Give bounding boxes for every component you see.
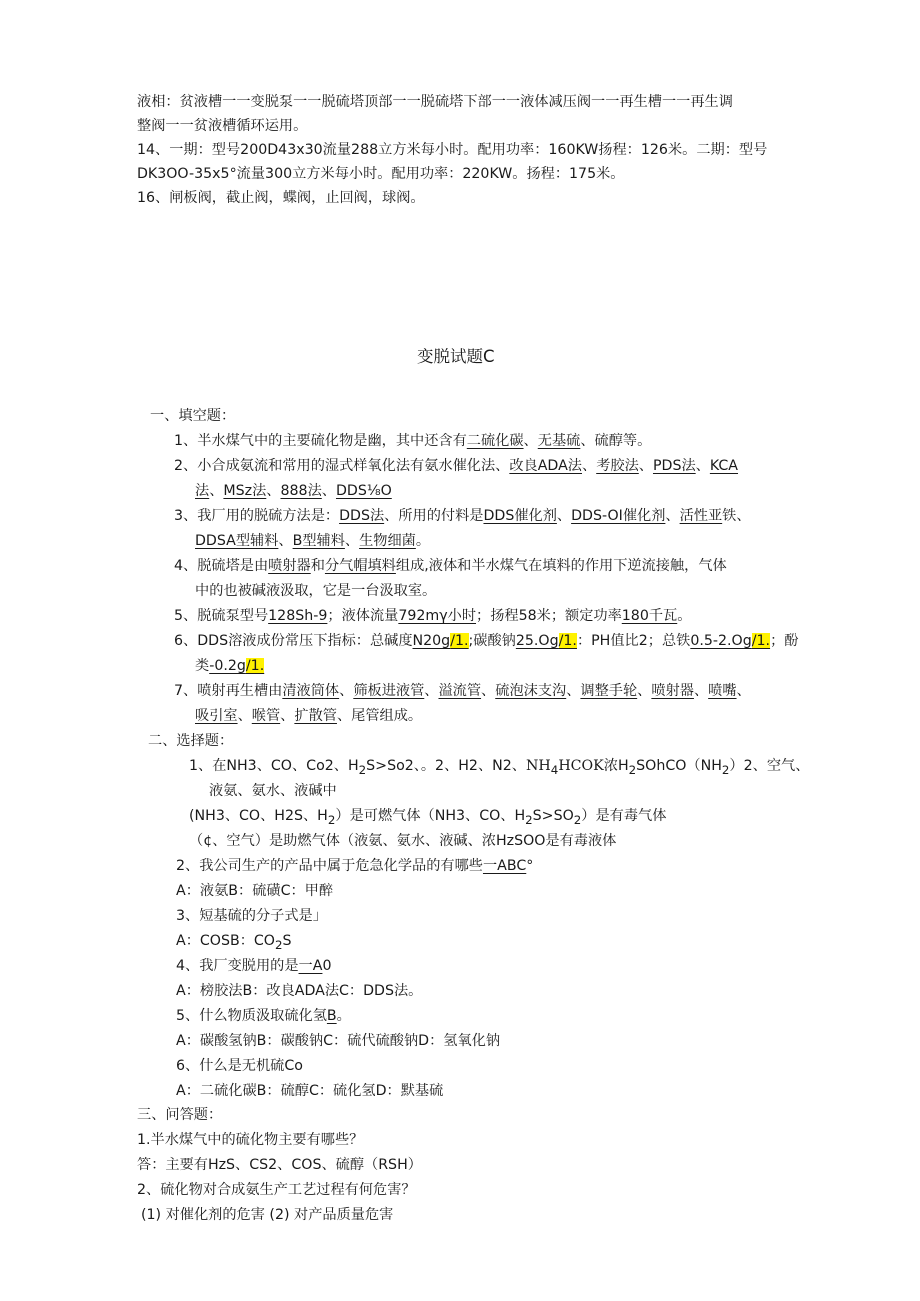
page-title: 变脱试题C	[417, 347, 495, 366]
choice-q4-options: A：榜胶法B：改良ADA法C：DDS法。	[176, 983, 423, 999]
choice-q2-options: A：液氨B：硫磺C：甲醉	[176, 883, 334, 899]
choice-q2: 2、我公司生产的产品中属于危急化学品的有哪些一ABC°	[176, 858, 534, 874]
choice-q3-options: A：COSB：$CO_2S$	[176, 933, 292, 952]
qa-a1: 答：主要有HzS、CS2、COS、硫醇（RSH）	[137, 1157, 422, 1173]
fill-q7-line2: 吸引室、喉管、扩散管、尾管组成。	[195, 708, 423, 724]
choice-q5-options: A：碳酸氢钠B：碳酸钠C：硫代硫酸钠D：氢氧化钠	[176, 1033, 501, 1049]
choice-q1-line2: 液氨、氨水、液碱中	[209, 783, 337, 799]
section-2-heading: 二、选择题：	[148, 733, 234, 749]
choice-q4: 4、我厂变脱用的是一A0	[176, 958, 332, 974]
fill-q2-line2: 法、MSz法、888法、DDS⅛O	[195, 483, 392, 499]
top-line-5: 16、闸板阀，截止阀，蝶阀，止回阀，球阀。	[137, 190, 425, 206]
choice-q6: 6、什么是无机硫Co	[176, 1058, 303, 1074]
top-line-1: 液相：贫液槽一一变脱泵一一脱硫塔顶部一一脱硫塔下部一一液体减压阀一一再生槽一一再生调	[137, 94, 733, 110]
fill-q3-line2: DDSA型辅料、B型辅料、生物细菌。	[195, 533, 431, 549]
fill-q6-line2: 类-0.2g/1.	[195, 658, 265, 674]
fill-q6-line1: 6、DDS溶液成份常压下指标：总碱度N20g/1.;碳酸钠25.Og/1.：PH值比2；总铁0.5-2.Og/1.；酚	[174, 633, 799, 649]
qa-q1: 1.半水煤气中的硫化物主要有哪些？	[137, 1132, 364, 1148]
section-3-heading: 三、问答题：	[137, 1107, 223, 1123]
choice-q1-line1: 1、在NH3、CO、Co2、$H_2S>So2$、。2、H2、N2、$NH_4HCOK$浓$H_2SOhCO(NH_2)2$、空气、	[189, 758, 810, 777]
fill-q7-line1: 7、喷射再生槽由清液筒体、筛板进液管、溢流管、硫泡沫支沟、调整手轮、喷射器、喷嘴、	[174, 683, 751, 699]
choice-q5: 5、什么物质汲取硫化氢B。	[176, 1008, 351, 1024]
top-line-4: DK3OO-35x5°流量300立方米每小时。配用功率：220KW。扬程：175米。	[137, 166, 625, 182]
qa-q2: 2、硫化物对合成氨生产工艺过程有何危害？	[137, 1182, 416, 1198]
qa-a2: (1) 对催化剂的危害 (2) 对产品质量危害	[141, 1207, 394, 1223]
fill-q4-line1: 4、脱硫塔是由喷射器和分气帽填料组成,液体和半水煤气在填料的作用下逆流接触，气体	[174, 558, 727, 574]
top-line-2: 整阀一一贫液槽循环运用。	[137, 118, 308, 134]
choice-q3: 3、短基硫的分子式是」	[176, 908, 327, 924]
top-line-3: 14、一期：型号200D43x30流量288立方米每小时。配用功率：160KW扬程：126米。二期：型号	[137, 142, 768, 158]
choice-q1-line4: （¢、空气）是助燃气体（液氨、氨水、液碱、浓HzSOO是有毒液体	[189, 833, 617, 849]
fill-q1: 1、半水煤气中的主要硫化物是幽，其中还含有二硫化碳、无基硫、硫醇等。	[174, 433, 652, 449]
choice-q6-options: A：二硫化碳B：硫醇C：硫化氢D：默基硫	[176, 1083, 444, 1099]
fill-q3-line1: 3、我厂用的脱硫方法是：DDS法、所用的付料是DDS催化剂、DDS-OI催化剂、活性亚铁、	[174, 508, 751, 524]
fill-q2-line1: 2、小合成氨流和常用的湿式样氧化法有氨水催化法、改良ADA法、考胶法、PDS法、KCA	[174, 458, 739, 474]
fill-q4-line2: 中的也被碱液汲取，它是一台汲取室。	[195, 583, 437, 599]
choice-q1-line3: (NH3、CO、H2S、$H_2$）是可燃气体（NH3、CO、$H_2S>SO_2$）是有毒气体	[189, 808, 667, 827]
section-1-heading: 一、填空题：	[150, 408, 236, 424]
fill-q5: 5、脱硫泵型号128Sh-9；液体流量792mγ小时；扬程58米；额定功率180千瓦。	[174, 608, 692, 624]
